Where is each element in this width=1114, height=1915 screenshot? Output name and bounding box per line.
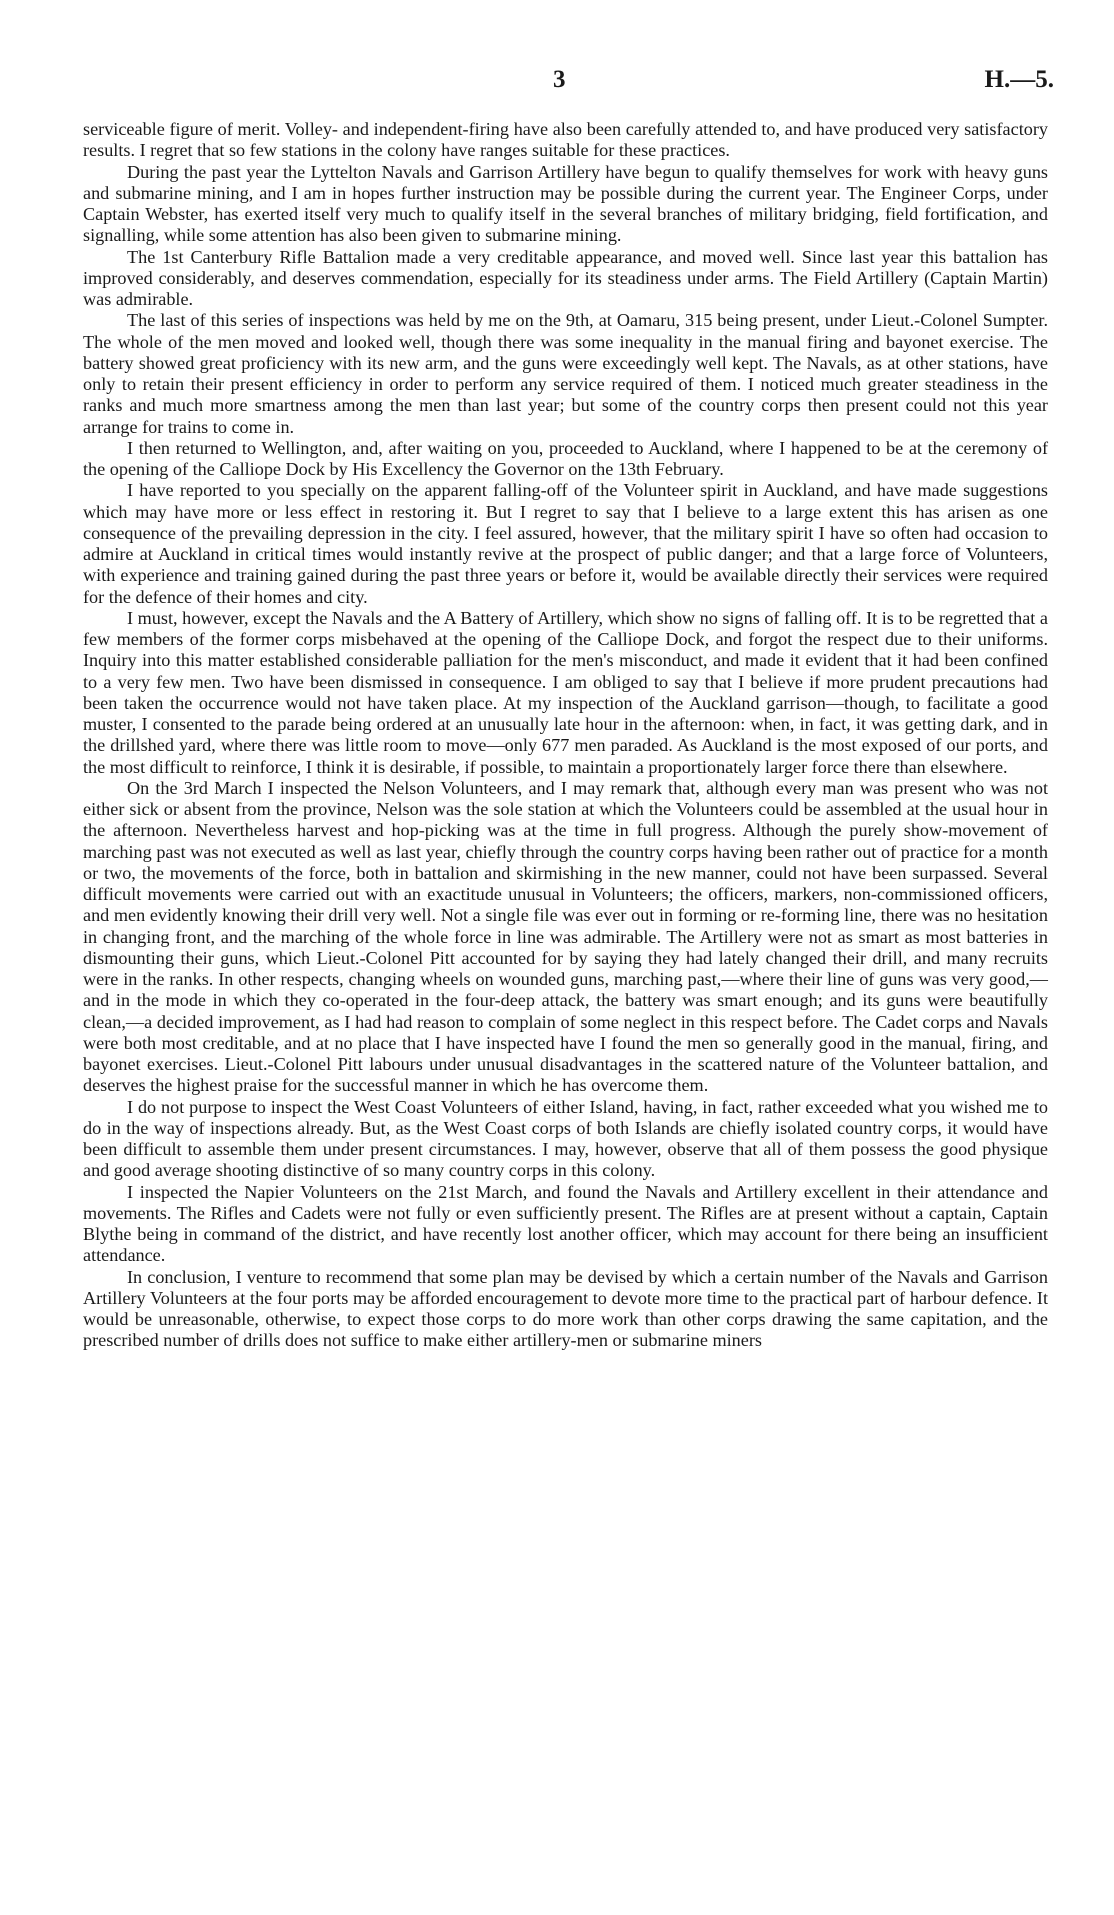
paragraph-auckland-navals: I must, however, except the Navals and the A Battery of Artillery, which show no signs of falling off. It is to be regretted that a few members of the former corps misbehaved at the opening of the Calliope Dock, and forgot the respect due to their uniforms. Inquiry into this matter established considerable palliation for the men's misconduct, and made it evident that it had been confined to a very few men. Two have been dismissed in consequence. I am obliged to say that I believe if more prudent precautions had been taken the occurrence would not have taken place. At my inspection of the Auckland garrison—though, to facilitate a good muster, I consented to the parade being ordered at an unusually late hour in the afternoon: when, in fact, it was getting dark, and in the drillshed yard, where there was little room to move—only 677 men paraded. As Auckland is the most exposed of our ports, and the most difficult to reinforce, I think it is desirable, if possible, to maintain a proportionately larger force there than elsewhere. <box>83 607 1048 777</box>
paragraph-oamaru-inspection: The last of this series of inspections was held by me on the 9th, at Oamaru, 315 being present, under Lieut.-Colonel Sumpter. The whole of the men moved and looked well, though there was some inequality in the manual firing and bayonet exercise. The battery showed great proficiency with its new arm, and the guns were exceedingly well kept. The Navals, as at other stations, have only to retain their present efficiency in order to perform any service required of them. I noticed much greater steadiness in the ranks and much more smartness among the men than last year; but some of the country corps then present could not this year arrange for trains to come in. <box>83 310 1048 437</box>
page-header <box>0 66 1114 100</box>
paragraph-napier-volunteers: I inspected the Napier Volunteers on the 21st March, and found the Navals and Artillery excellent in their attendance and movements. The Rifles and Cadets were not fully or even sufficiently present. The Rifles are at present without a captain, Captain Blythe being in command of the district, and have recently lost another officer, which may account for there being an insufficient attendance. <box>83 1181 1048 1266</box>
paragraph-return-wellington: I then returned to Wellington, and, after waiting on you, proceeded to Auckland, where I happened to be at the ceremony of the opening of the Calliope Dock by His Excellency the Governor on the 13th February. <box>83 437 1048 479</box>
paragraph-auckland-spirit: I have reported to you specially on the apparent falling-off of the Volunteer spirit in Auckland, and have made suggestions which may have more or less effect in restoring it. But I regret to say that I believe to a large extent this has arisen as one consequence of the prevailing depression in the city. I feel assured, however, that the military spirit I have so often had occasion to admire at Auckland in critical times would instantly revive at the prospect of public danger; and that a large force of Volunteers, with experience and training gained during the past three years or before it, would be available directly their services were required for the defence of their homes and city. <box>83 480 1048 607</box>
paragraph-conclusion: In conclusion, I venture to recommend that some plan may be devised by which a certain number of the Navals and Garrison Artillery Volunteers at the four ports may be afforded encouragement to devote more time to the practical part of harbour defence. It would be unreasonable, otherwise, to expect those corps to do more work than other corps drawing the same capitation, and the prescribed number of drills does not suffice to make either artillery-men or submarine miners <box>83 1266 1048 1351</box>
paragraph-continued-volley-firing: serviceable figure of merit. Volley- and independent-firing have also been carefully attended to, and have produced very satisfactory results. I regret that so few stations in the colony have ranges suitable for these practices. <box>83 119 1048 161</box>
paragraph-nelson-volunteers: On the 3rd March I inspected the Nelson Volunteers, and I may remark that, although every man was present who was not either sick or absent from the province, Nelson was the sole station at which the Volunteers could be assembled at the usual hour in the afternoon. Nevertheless harvest and hop-picking was at the time in full progress. Although the purely show-movement of marching past was not executed as well as last year, chiefly through the country corps having been rather out of practice for a month or two, the movements of the force, both in battalion and skirmishing in the new manner, could not have been surpassed. Several difficult movements were carried out with an exactitude unusual in Volunteers; the officers, markers, non-commissioned officers, and men evidently knowing their drill very well. Not a single file was ever out in forming or re-forming line, there was no hesitation in changing front, and the marching of the whole force in line was admirable. The Artillery were not as smart as most batteries in dismounting their guns, which Lieut.-Colonel Pitt accounted for by saying they had lately changed their drill, and many recruits were in the ranks. In other respects, changing wheels on wounded guns, marching past,—where their line of guns was very good,—and in the mode in which they co-operated in the four-deep attack, the battery was smart enough; and its guns were beautifully clean,—a decided improvement, as I had had reason to complain of some neglect in this respect before. The Cadet corps and Navals were both most creditable, and at no place that I have inspected have I found the men so generally good in the manual, firing, and bayonet exercises. Lieut.-Colonel Pitt labours under unusual disadvantages in the scattered nature of the Volunteer battalion, and deserves the highest praise for the successful manner in which he has overcome them. <box>83 777 1048 1096</box>
body-text <box>83 119 1048 1352</box>
paragraph-canterbury-rifles: The 1st Canterbury Rifle Battalion made a very creditable appearance, and moved well. Since last year this battalion has improved considerably, and deserves commendation, especially for its steadiness under arms. The Field Artillery (Captain Martin) was admirable. <box>83 246 1048 309</box>
paragraph-lyttelton-navals: During the past year the Lyttelton Navals and Garrison Artillery have begun to qualify themselves for work with heavy guns and submarine mining, and I am in hopes further instruction may be possible during the current year. The Engineer Corps, under Captain Webster, has exerted itself very much to qualify itself in the several branches of military bridging, field fortification, and signalling, while some attention has also been given to submarine mining. <box>83 161 1048 246</box>
document-reference: H.—5. <box>984 66 1054 93</box>
page-number: 3 <box>553 66 566 93</box>
paragraph-west-coast: I do not purpose to inspect the West Coast Volunteers of either Island, having, in fact, rather exceeded what you wished me to do in the way of inspections already. But, as the West Coast corps of both Islands are chiefly isolated country corps, it would have been difficult to assemble them under present circumstances. I may, however, observe that all of them possess the good physique and good average shooting distinctive of so many country corps in this colony. <box>83 1096 1048 1181</box>
